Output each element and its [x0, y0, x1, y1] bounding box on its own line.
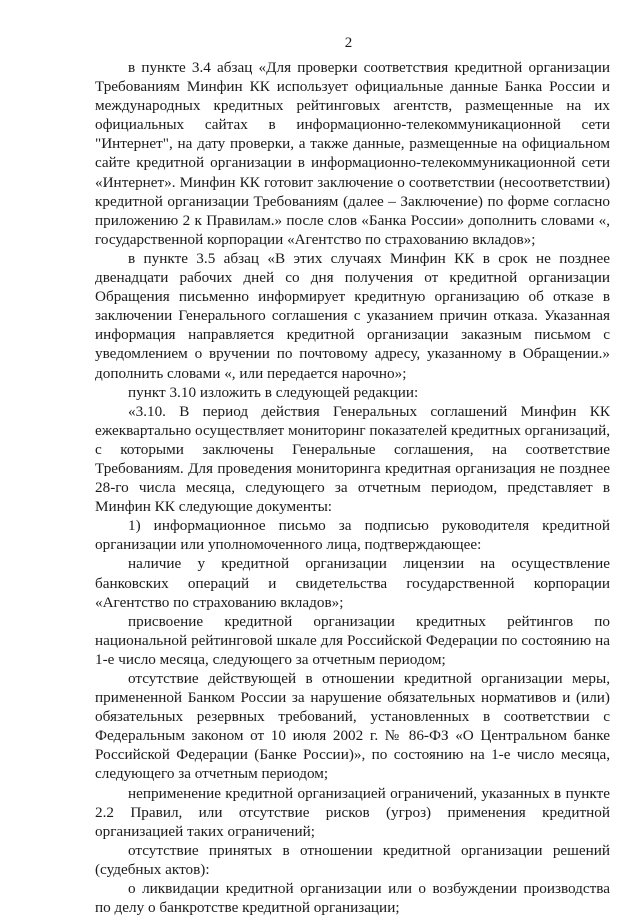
paragraph-info-letter: 1) информационное письмо за подписью руководителя кредитной организации или уполномоченного лица, подтверждающее: — [95, 517, 610, 554]
paragraph-item-3-10-intro: пункт 3.10 изложить в следующей редакции: — [128, 383, 419, 401]
paragraph-ratings: присвоение кредитной организации кредитных рейтингов по национальной рейтинговой шкале для Российской Федерации по состоянию на 1-е число месяца, следующего за отчетным периодом; — [95, 612, 610, 668]
page-number: 2 — [344, 35, 353, 51]
paragraph-3-10-text: «3.10. В период действия Генеральных соглашений Минфин КК ежеквартально осуществляет мониторинг показателей кредитных организаций, с которыми заключены Генеральные соглашения, на соответствие Требованиям. Для проведения мониторинга кредитная организация не позднее 28-го числа месяца, следующего за отчетным периодом, представляет в Минфин КК следующие документы: — [95, 402, 610, 516]
paragraph-bank-measures: отсутствие действующей в отношении кредитной организации меры, примененной Банком России за нарушение обязательных нормативов и (или) обязательных резервных требований, установленных в соответствии с Федеральным законом от 10 июля 2002 г. № 86-ФЗ «О Центральном банке Российской Федерации (Банке России)», по состоянию на 1-е число месяца, следующего за отчетным периодом; — [95, 670, 610, 783]
paragraph-court-decisions: отсутствие принятых в отношении кредитной организации решений (судебных актов): — [95, 841, 610, 878]
paragraph-license: наличие у кредитной организации лицензии на осуществление банковских операций и свидетельства государственной корпорации «Агентство по страхованию вкладов»; — [95, 555, 610, 611]
paragraph-restrictions: неприменение кредитной организацией ограничений, указанных в пункте 2.2 Правил, или отсутствие рисков (угроз) применения кредитной организацией таких ограничений; — [95, 784, 610, 840]
paragraph-liquidation: о ликвидации кредитной организации или о возбуждении производства по делу о банкротстве кредитной организации; — [95, 880, 610, 917]
paragraph-item-3-5: в пункте 3.5 абзац «В этих случаях Минфин КК в срок не позднее двенадцати рабочих дней со дня получения от кредитной организации Обращения письменно информирует кредитную организацию об отказе в заключении Генерального соглашения с указанием причин отказа. Указанная информация направляется кредитной организации заказным письмом с уведомлением о вручении по почтовому адресу, указанному в Обращении.» дополнить словами «, или передается нарочно»; — [95, 249, 610, 382]
paragraph-item-3-4: в пункте 3.4 абзац «Для проверки соответствия кредитной организации Требованиям Минфин КК использует официальные данные Банка России и международных кредитных рейтинговых агентств, размещенные на их официальных сайтах в информационно-телекоммуникационной сети "Интернет", на дату проверки, а также данные, размещенные на официальном сайте кредитной организации в информационно-телекоммуникационной сети «Интернет». Минфин КК готовит заключение о соответствии (несоответствии) кредитной организации Требованиям (далее – Заключение) по форме согласно приложению 2 к Правилам.» после слов «Банка России» дополнить словами «, государственной корпорации «Агентство по страхованию вкладов»; — [95, 59, 610, 248]
